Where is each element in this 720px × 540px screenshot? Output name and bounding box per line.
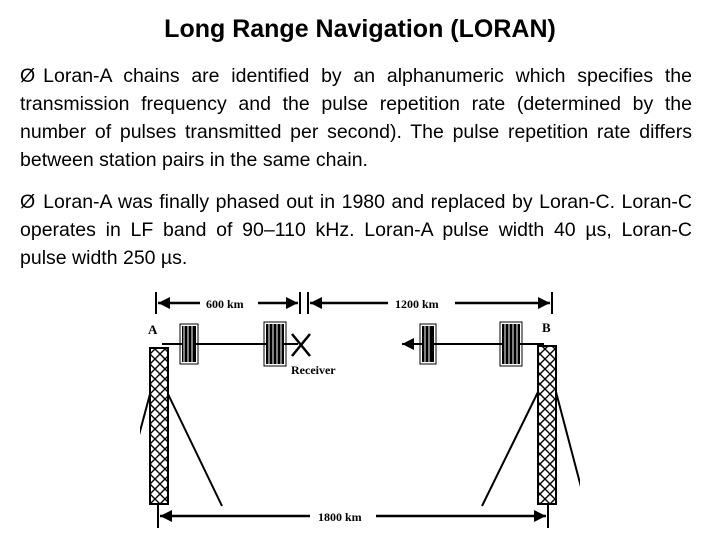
distance-arrow-a-b bbox=[158, 504, 548, 528]
station-b-label: B bbox=[542, 320, 551, 335]
tower-a bbox=[140, 348, 222, 506]
loran-diagram bbox=[140, 284, 580, 534]
bullet-loran-a-chains bbox=[20, 62, 692, 174]
bullet-arrow-icon: Ø bbox=[20, 65, 36, 87]
distance-arrow-a-receiver bbox=[156, 292, 300, 314]
distance-label-1800: 1800 km bbox=[318, 510, 362, 524]
slide-title: Long Range Navigation (LORAN) bbox=[164, 15, 556, 43]
receiver-label: Receiver bbox=[291, 363, 336, 377]
bullet-arrow-icon: Ø bbox=[20, 191, 36, 213]
bullet-text: Loran-A chains are identified by an alphanumeric which specifies the transmission frequency and the pulse repetition rate (determined by the number of pulses transmitted per second). The pulse repetition rate differs between station pairs in the same chain. bbox=[20, 65, 692, 171]
distance-arrow-receiver-b bbox=[308, 292, 552, 314]
distance-label-1200: 1200 km bbox=[395, 297, 439, 311]
signal-from-a bbox=[162, 322, 298, 366]
signal-from-b bbox=[402, 322, 544, 366]
distance-label-600: 600 km bbox=[206, 297, 244, 311]
station-a-label: A bbox=[148, 322, 158, 337]
bullet-loran-c-replacement bbox=[20, 188, 692, 272]
bullet-text: Loran-A was finally phased out in 1980 and replaced by Loran-C. Loran-C operates in LF band of 90–110 kHz. Loran-A pulse width 40 µs, Loran-C pulse width 250 µs. bbox=[20, 191, 692, 269]
tower-b bbox=[482, 346, 580, 506]
